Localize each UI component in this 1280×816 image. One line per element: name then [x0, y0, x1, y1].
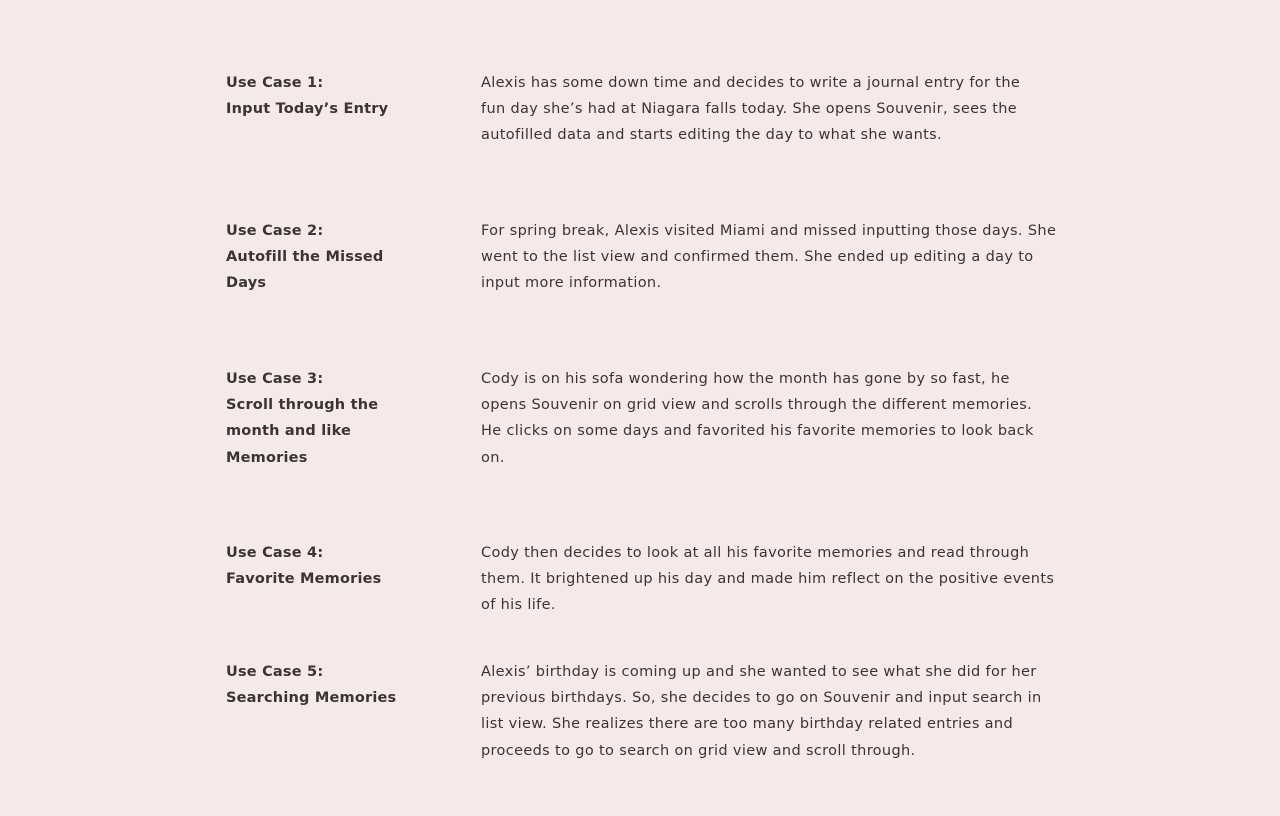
description-line: on.	[481, 449, 505, 466]
use-case-title: Searching Memories	[226, 690, 397, 707]
use-case-description	[481, 659, 1071, 764]
description-line: Alexis has some down time and decides to write a journal entry for the	[481, 75, 1021, 91]
description-line: list view. She realizes there are too many birthday related entries and	[481, 716, 1014, 733]
use-case-title: Autofill the Missed	[226, 249, 384, 266]
use-case-description	[481, 70, 1071, 149]
description-line: previous birthdays. So, she decides to go on Souvenir and input search in	[481, 690, 1042, 707]
description-line: went to the list view and confirmed them. She ended up editing a day to	[481, 249, 1034, 266]
description-line: them. It brightened up his day and made him reflect on the positive events	[481, 571, 1055, 588]
use-case-number: Use Case 4:	[226, 545, 324, 561]
use-case-label	[226, 540, 426, 592]
description-line: input more information.	[481, 275, 662, 292]
description-line: Cody then decides to look at all his favorite memories and read through	[481, 545, 1030, 561]
description-line: fun day she’s had at Niagara falls today. She opens Souvenir, sees the	[481, 101, 1018, 118]
use-case-title: Favorite Memories	[226, 571, 382, 588]
use-case-label	[226, 218, 426, 297]
use-case-number: Use Case 3:	[226, 371, 324, 387]
use-case-description	[481, 366, 1071, 471]
description-line: opens Souvenir on grid view and scrolls through the different memories.	[481, 397, 1033, 414]
description-line: autofilled data and starts editing the day to what she wants.	[481, 127, 943, 144]
description-line: of his life.	[481, 597, 556, 614]
use-case-title: Scroll through the	[226, 397, 379, 414]
use-case-number: Use Case 2:	[226, 223, 324, 239]
use-case-label	[226, 70, 426, 122]
use-case-label	[226, 659, 426, 711]
use-case-description	[481, 540, 1071, 619]
use-case-number: Use Case 1:	[226, 75, 324, 91]
use-case-number: Use Case 5:	[226, 664, 324, 680]
use-case-title: month and like	[226, 423, 352, 440]
description-line: proceeds to go to search on grid view and scroll through.	[481, 742, 916, 759]
description-line: Cody is on his sofa wondering how the month has gone by so fast, he	[481, 371, 1010, 387]
use-case-title: Days	[226, 275, 267, 292]
description-line: For spring break, Alexis visited Miami and missed inputting those days. She	[481, 223, 1057, 239]
use-case-title: Memories	[226, 449, 308, 466]
use-case-label	[226, 366, 426, 471]
use-case-description	[481, 218, 1071, 297]
description-line: He clicks on some days and favorited his favorite memories to look back	[481, 423, 1034, 440]
use-case-title: Input Today’s Entry	[226, 101, 389, 118]
description-line: Alexis’ birthday is coming up and she wanted to see what she did for her	[481, 664, 1037, 680]
